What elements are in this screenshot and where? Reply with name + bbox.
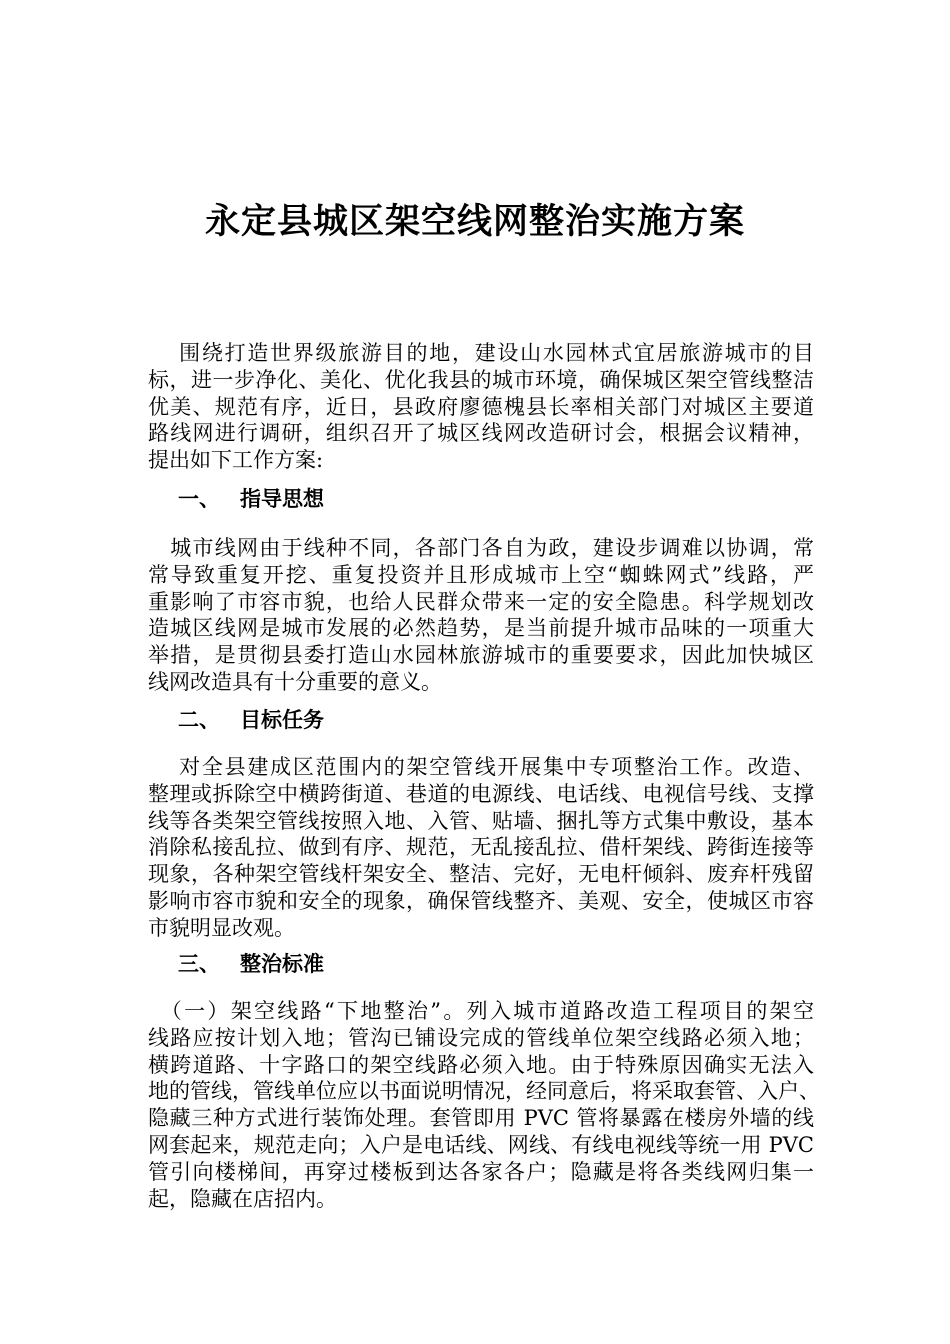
paragraph-line: 路线网进行调研，组织召开了城区线网改造研讨会，根据会议精神，: [148, 421, 814, 446]
section-heading-text: 指导思想: [240, 486, 324, 511]
section-number: 一、: [178, 486, 220, 511]
paragraph-line: 影响市容市貌和安全的现象，确保管线整齐、美观、安全，使城区市容: [148, 888, 814, 913]
paragraph-line: 线路应按计划入地；管沟已铺设完成的管线单位架空线路必须入地；: [148, 1025, 814, 1050]
paragraph-line: 对全县建成区范围内的架空管线开展集中专项整治工作。改造、: [148, 755, 814, 779]
section-paragraph-targets: [148, 754, 814, 942]
paragraph-line: （一）架空线路“下地整治”。列入城市道路改造工程项目的架空: [148, 999, 814, 1023]
paragraph-line: 市貌明显改观。: [148, 915, 295, 940]
paragraph-line: 举措，是贯彻县委打造山水园林旅游城市的重要要求，因此加快城区: [148, 643, 814, 668]
paragraph-line: 消除私接乱拉、做到有序、规范，无乱接乱拉、借杆架线、跨街连接等: [148, 835, 814, 860]
section-paragraph-guiding-ideology: [148, 535, 814, 696]
paragraph-line: 现象，各种架空管线杆架安全、整洁、完好，无电杆倾斜、废弃杆残留: [148, 862, 814, 887]
paragraph-line: 整理或拆除空中横跨街道、巷道的电源线、电话线、电视信号线、支撑: [148, 781, 814, 806]
paragraph-line: 地的管线，管线单位应以书面说明情况，经同意后，将采取套管、入户、: [148, 1079, 820, 1104]
section-heading-guiding-ideology: [178, 485, 324, 513]
paragraph-line: 围绕打造世界级旅游目的地，建设山水园林式宜居旅游城市的目: [148, 341, 814, 365]
paragraph-line: 横跨道路、十字路口的架空线路必须入地。由于特殊原因确实无法入: [148, 1052, 814, 1077]
paragraph-line: 线网改造具有十分重要的意义。: [148, 669, 442, 694]
paragraph-line: 网套起来，规范走向；入户是电话线、网线、有线电视线等统一用 PVC: [148, 1132, 814, 1157]
intro-paragraph: [148, 340, 814, 474]
section-heading-text: 整治标准: [240, 951, 324, 976]
document-title: 永定县城区架空线网整治实施方案: [204, 201, 745, 242]
paragraph-line: 起，隐藏在店招内。: [148, 1186, 337, 1211]
section-paragraph-standards: [148, 998, 820, 1212]
section-number: 二、: [178, 707, 220, 732]
paragraph-line: 重影响了市容市貌，也给人民群众带来一定的安全隐患。科学规划改: [148, 589, 814, 614]
paragraph-line: 城市线网由于线种不同，各部门各自为政，建设步调难以协调，常: [148, 536, 814, 560]
paragraph-line: 隐藏三种方式进行装饰处理。套管即用 PVC 管将暴露在楼房外墙的线: [148, 1106, 814, 1131]
paragraph-line: 提出如下工作方案:: [148, 448, 324, 473]
section-number: 三、: [178, 951, 220, 976]
section-heading-targets: [178, 706, 324, 734]
section-heading-standards: [178, 950, 324, 978]
paragraph-line: 常导致重复开挖、重复投资并且形成城市上空“蜘蛛网式”线路，严: [148, 562, 814, 587]
paragraph-line: 线等各类架空管线按照入地、入管、贴墙、捆扎等方式集中敷设，基本: [148, 808, 814, 833]
section-heading-text: 目标任务: [240, 707, 324, 732]
paragraph-line: 优美、规范有序，近日，县政府廖德槐县长率相关部门对城区主要道: [148, 394, 814, 419]
paragraph-line: 造城区线网是城市发展的必然趋势，是当前提升城市品味的一项重大: [148, 616, 814, 641]
paragraph-line: 管引向楼梯间，再穿过楼板到达各家各户；隐藏是将各类线网归集一: [148, 1159, 814, 1184]
paragraph-line: 标，进一步净化、美化、优化我县的城市环境，确保城区架空管线整洁: [148, 367, 814, 392]
